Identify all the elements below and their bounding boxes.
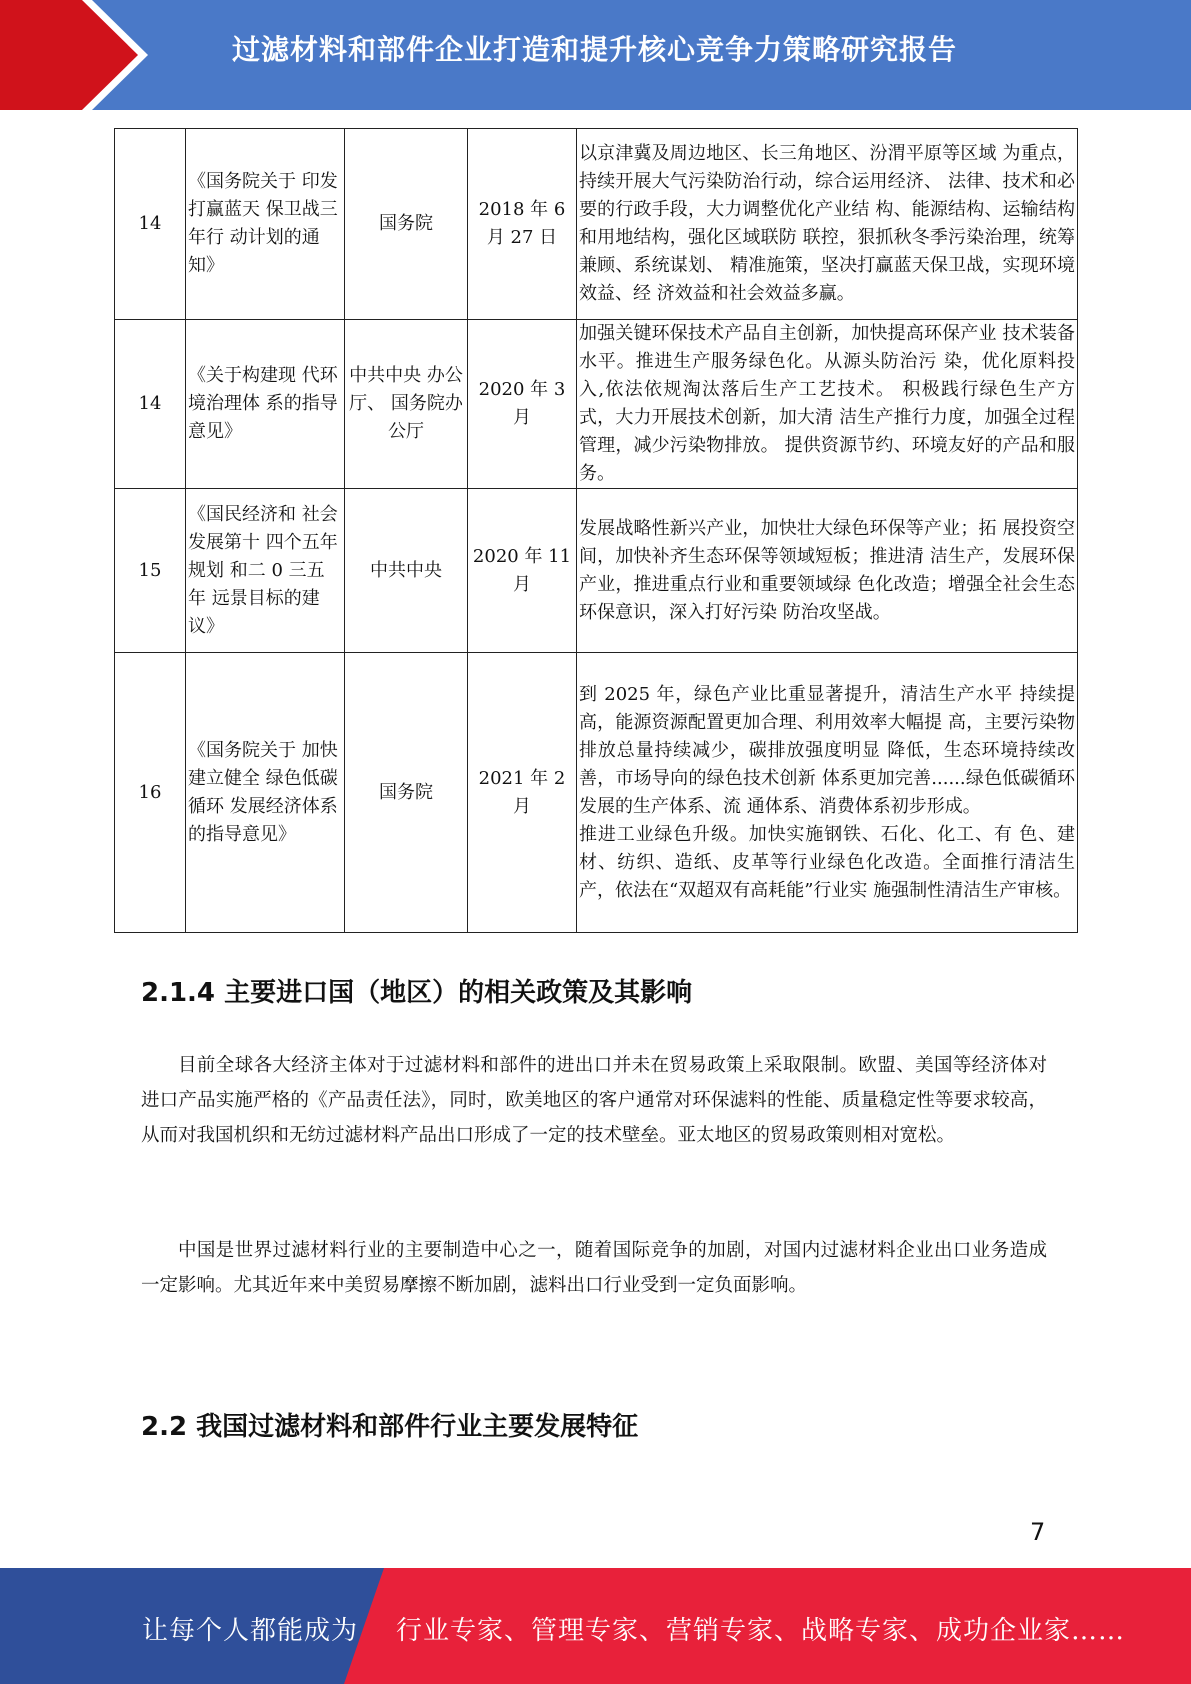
footer-slogan-right: 行业专家、管理专家、营销专家、战略专家、成功企业家……	[396, 1616, 1126, 1646]
row-number: 15	[115, 489, 186, 653]
policy-content: 加强关键环保技术产品自主创新，加快提高环保产业 技术装备水平。推进生产服务绿色化。从源头防治污 染，优化原料投入,依法依规淘汰落后生产工艺技术。 积极践行绿色生产方式，大力开展技术创新，加大清 洁生产推行力度，加强全过程管理，减少污染物排放。 提供资源节约、环境友好的产品和服务。	[577, 320, 1078, 489]
body-paragraph-2: 中国是世界过滤材料行业的主要制造中心之一，随着国际竞争的加剧，对国内过滤材料企业出口业务造成一定影响。尤其近年来中美贸易摩擦不断加剧，滤料出口行业受到一定负面影响。	[141, 1240, 1047, 1296]
policy-date: 2018 年 6 月 27 日	[468, 129, 577, 320]
section-heading-2-2: 2.2 我国过滤材料和部件行业主要发展特征	[141, 1412, 639, 1442]
policy-date: 2020 年 11 月	[468, 489, 577, 653]
policy-content-part2: 推进工业绿色升级。加快实施钢铁、石化、化工、有 色、建材、纺织、造纸、皮革等行业绿色化改造。全面推行清洁生产，依法在“双超双有高耗能”行业实 施强制性清洁生产审核。	[579, 823, 1075, 901]
section-heading-2-1-4: 2.1.4 主要进口国（地区）的相关政策及其影响	[141, 978, 693, 1008]
footer-slogan-left: 让每个人都能成为	[142, 1616, 359, 1646]
table-row	[115, 320, 1078, 489]
table-row	[115, 129, 1078, 320]
policy-table	[114, 128, 1078, 933]
page-footer	[0, 1568, 1191, 1684]
policy-date: 2021 年 2 月	[468, 653, 577, 933]
header-title: 过滤材料和部件企业打造和提升核心竞争力策略研究报告	[232, 33, 958, 66]
policy-issuer: 中共中央 办公厅、 国务院办 公厅	[345, 320, 468, 489]
policy-date: 2020 年 3 月	[468, 320, 577, 489]
row-number: 14	[115, 129, 186, 320]
policy-issuer: 中共中央	[345, 489, 468, 653]
policy-title: 《国务院关于 印发打赢蓝天 保卫战三年行 动计划的通知》	[186, 129, 345, 320]
header-red-chevron	[0, 0, 160, 110]
policy-title: 《国民经济和 社会发展第十 四个五年规划 和二 0 三五年 远景目标的建 议》	[186, 489, 345, 653]
policy-content	[577, 653, 1078, 933]
policy-issuer: 国务院	[345, 653, 468, 933]
page-header	[0, 0, 1191, 110]
policy-content: 以京津冀及周边地区、长三角地区、汾渭平原等区域 为重点，持续开展大气污染防治行动，综合运用经济、 法律、技术和必要的行政手段，大力调整优化产业结 构、能源结构、运输结构和用地结构，强化区域联防 联控，狠抓秋冬季污染治理，统筹兼顾、系统谋划、 精准施策，坚决打赢蓝天保卫战，实现环境效益、经 济效益和社会效益多赢。	[577, 129, 1078, 320]
row-number: 16	[115, 653, 186, 933]
body-paragraph-1: 目前全球各大经济主体对于过滤材料和部件的进出口并未在贸易政策上采取限制。欧盟、美国等经济体对进口产品实施严格的《产品责任法》，同时，欧美地区的客户通常对环保滤料的性能、质量稳定性等要求较高，从而对我国机织和无纺过滤材料产品出口形成了一定的技术壁垒。亚太地区的贸易政策则相对宽松。	[141, 1055, 1047, 1146]
policy-title: 《国务院关于 加快建立健全 绿色低碳循环 发展经济体系 的指导意见》	[186, 653, 345, 933]
policy-content: 发展战略性新兴产业，加快壮大绿色环保等产业；拓 展投资空间，加快补齐生态环保等领域短板；推进清 洁生产，发展环保产业，推进重点行业和重要领域绿 色化改造；增强全社会生态环保意识，深入打好污染 防治攻坚战。	[577, 489, 1078, 653]
row-number: 14	[115, 320, 186, 489]
policy-title: 《关于构建现 代环境治理体 系的指导意见》	[186, 320, 345, 489]
page-number: 7	[1030, 1518, 1046, 1546]
policy-content-part1: 到 2025 年，绿色产业比重显著提升，清洁生产水平 持续提高，能源资源配置更加合理、利用效率大幅提 高，主要污染物排放总量持续减少，碳排放强度明显 降低，生态环境持续改善，市场导向的绿色技术创新 体系更加完善......绿色低碳循环发展的生产体系、流 通体系、消费体系初步形成。	[579, 683, 1075, 817]
table-row	[115, 489, 1078, 653]
policy-issuer: 国务院	[345, 129, 468, 320]
table-row	[115, 653, 1078, 933]
